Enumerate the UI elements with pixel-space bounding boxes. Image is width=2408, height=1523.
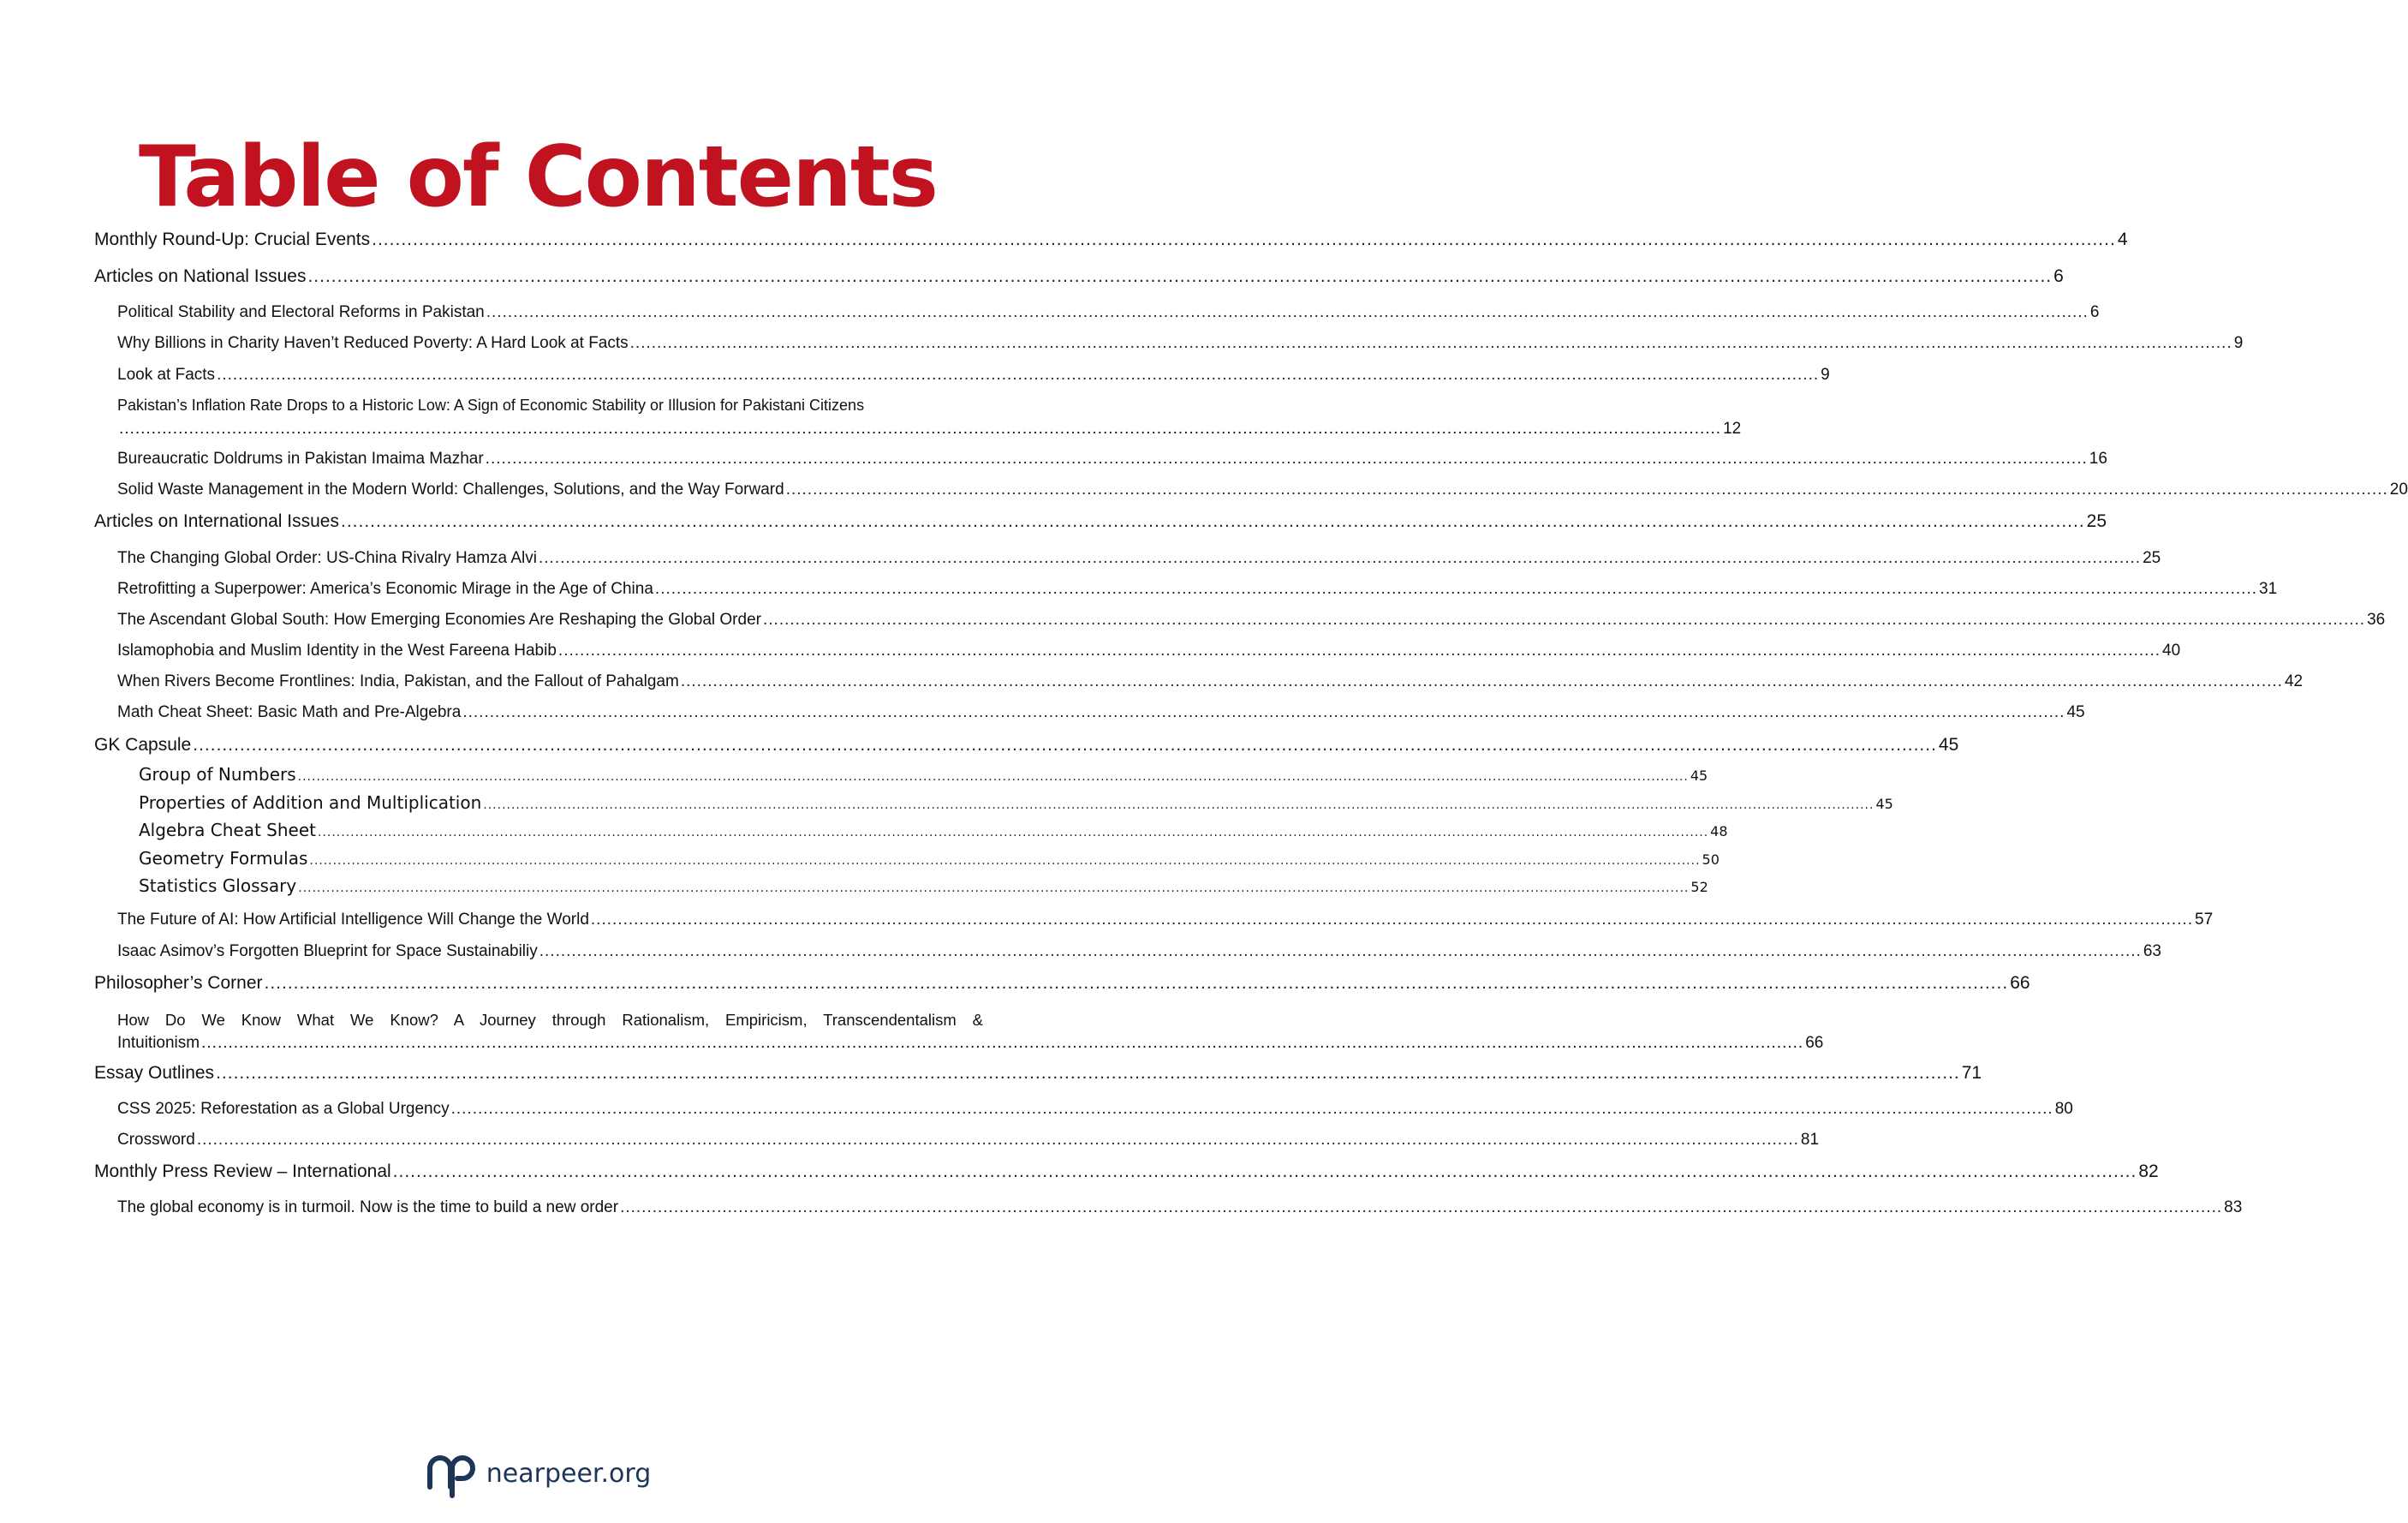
page-number: 4 [2117, 230, 2128, 249]
page-number: 25 [2086, 511, 2107, 531]
page-number: 45 [1875, 796, 1893, 812]
dot-leader: .......................................................................................................................................................................................................................................................................................................... [196, 1131, 1799, 1149]
dot-leader: .......................................................................................................................................................................................................................................................................................................... [264, 973, 2009, 993]
page-number: 25 [2143, 549, 2161, 567]
page-number: 83 [2224, 1198, 2243, 1216]
toc-entry[interactable]: Essay Outlines .......................................................................................................................................................................................................................................................................................................... 71 [94, 1063, 1982, 1083]
dot-leader: .......................................................................................................................................................................................................................................................................................................... [297, 770, 1689, 784]
toc-entry[interactable]: How Do We Know What We Know? A Journey through Rationalism, Empiricism, Transcendentalism & Intuitionism .......................................................................................................................................................................................................................................................................................................... 66 [117, 1008, 983, 1054]
page-number: 52 [1690, 879, 1708, 895]
toc-entry[interactable]: The Changing Global Order: US-China Rivalry Hamza Alvi .......................................................................................................................................................................................................................................................................................................... 25 [117, 549, 2161, 567]
page-number: 81 [1800, 1131, 1820, 1149]
toc-entry[interactable]: The Future of AI: How Artificial Intelligence Will Change the World .......................................................................................................................................................................................................................................................................................................... 57 [117, 911, 2214, 929]
dot-leader: .......................................................................................................................................................................................................................................................................................................... [762, 611, 2366, 629]
dot-leader: .......................................................................................................................................................................................................................................................................................................... [557, 642, 2161, 660]
toc-entry[interactable]: Geometry Formulas .......................................................................................................................................................................................................................................................................................................... 50 [139, 848, 1720, 869]
toc-entry[interactable]: Statistics Glossary .......................................................................................................................................................................................................................................................................................................... 52 [139, 875, 1708, 896]
page-number: 48 [1710, 823, 1728, 839]
toc-entry[interactable]: Isaac Asimov’s Forgotten Blueprint for Space Sustainabiliy .......................................................................................................................................................................................................................................................................................................... 63 [117, 942, 2161, 960]
toc-entry[interactable]: Philosopher’s Corner .......................................................................................................................................................................................................................................................................................................... 66 [94, 973, 2030, 993]
brand-name: nearpeer.org [486, 1458, 652, 1489]
page-number: 9 [1821, 366, 1830, 384]
page-number: 71 [1961, 1063, 1982, 1083]
dot-leader: .......................................................................................................................................................................................................................................................................................................... [201, 1034, 1804, 1052]
page-number: 12 [1723, 420, 1742, 438]
np-logo-icon [425, 1449, 478, 1497]
toc-entry[interactable]: Articles on National Issues .......................................................................................................................................................................................................................................................................................................... 6 [94, 266, 2064, 286]
dot-leader: .......................................................................................................................................................................................................................................................................................................... [216, 1063, 1960, 1083]
dot-leader: .......................................................................................................................................................................................................................................................................................................... [392, 1162, 2137, 1181]
dot-leader: .......................................................................................................................................................................................................................................................................................................... [372, 230, 2116, 249]
toc-entry[interactable]: Articles on International Issues .......................................................................................................................................................................................................................................................................................................... 25 [94, 511, 2107, 531]
footer-logo[interactable] [0, 1449, 1076, 1497]
dot-leader: .......................................................................................................................................................................................................................................................................................................... [298, 881, 1690, 895]
toc-entry[interactable]: Why Billions in Charity Haven’t Reduced Poverty: A Hard Look at Facts .......................................................................................................................................................................................................................................................................................................... 9 [117, 334, 2244, 352]
dot-leader: .......................................................................................................................................................................................................................................................................................................... [680, 672, 2283, 690]
dot-leader: .......................................................................................................................................................................................................................................................................................................... [629, 334, 2232, 352]
page-number: 9 [2233, 334, 2244, 352]
toc-entry[interactable]: CSS 2025: Reforestation as a Global Urgency .......................................................................................................................................................................................................................................................................................................... 80 [117, 1100, 2073, 1118]
page-number: 42 [2284, 672, 2304, 690]
dot-leader: .......................................................................................................................................................................................................................................................................................................... [119, 420, 1722, 438]
page-number: 80 [2054, 1100, 2073, 1118]
dot-leader: .......................................................................................................................................................................................................................................................................................................... [462, 703, 2065, 721]
page-number: 31 [2259, 580, 2278, 598]
dot-leader: .......................................................................................................................................................................................................................................................................................................... [590, 911, 2193, 929]
page-number: 45 [1938, 735, 1959, 755]
dot-leader: .......................................................................................................................................................................................................................................................................................................... [538, 549, 2142, 567]
toc-entry[interactable]: When Rivers Become Frontlines: India, Pakistan, and the Fallout of Pahalgam .......................................................................................................................................................................................................................................................................................................... 42 [117, 672, 2304, 690]
page-number: 57 [2195, 911, 2214, 929]
toc-entry[interactable]: Group of Numbers .......................................................................................................................................................................................................................................................................................................... 45 [139, 764, 1708, 785]
dot-leader: .......................................................................................................................................................................................................................................................................................................... [785, 481, 2388, 499]
page-number: 66 [1805, 1034, 1824, 1052]
page-number: 6 [2089, 303, 2100, 321]
dot-leader: .......................................................................................................................................................................................................................................................................................................... [318, 826, 1709, 839]
toc-entry[interactable]: Crossword .......................................................................................................................................................................................................................................................................................................... 81 [117, 1131, 1820, 1149]
toc-entry[interactable]: Properties of Addition and Multiplication .......................................................................................................................................................................................................................................................................................................... 45 [139, 792, 1893, 813]
dot-leader: .......................................................................................................................................................................................................................................................................................................... [654, 580, 2258, 598]
dot-leader: .......................................................................................................................................................................................................................................................................................................... [486, 303, 2089, 321]
toc-entry[interactable]: Political Stability and Electoral Reforms in Pakistan .......................................................................................................................................................................................................................................................................................................... 6 [117, 303, 2100, 321]
dot-leader: .......................................................................................................................................................................................................................................................................................................... [193, 735, 1937, 755]
dot-leader: .......................................................................................................................................................................................................................................................................................................... [620, 1198, 2223, 1216]
toc-entry[interactable]: Bureaucratic Doldrums in Pakistan Imaima Mazhar .......................................................................................................................................................................................................................................................................................................... 16 [117, 450, 2107, 468]
dot-leader: .......................................................................................................................................................................................................................................................................................................... [483, 798, 1875, 812]
dot-leader: .......................................................................................................................................................................................................................................................................................................... [485, 450, 2088, 468]
page-number: 63 [2143, 942, 2161, 960]
toc-entry[interactable]: The Ascendant Global South: How Emerging Economies Are Reshaping the Global Order .......................................................................................................................................................................................................................................................................................................... 36 [117, 611, 2386, 629]
page-number: 36 [2367, 611, 2386, 629]
page-title: Table of Contents [138, 128, 938, 226]
toc-entry[interactable]: Solid Waste Management in the Modern World: Challenges, Solutions, and the Way Forward .......................................................................................................................................................................................................................................................................................................... 20 [117, 481, 2408, 499]
dot-leader: .......................................................................................................................................................................................................................................................................................................... [539, 942, 2142, 960]
dot-leader: .......................................................................................................................................................................................................................................................................................................... [309, 854, 1701, 868]
page-number: 66 [2010, 973, 2030, 993]
dot-leader: .......................................................................................................................................................................................................................................................................................................... [217, 366, 1820, 384]
toc-entry[interactable]: Math Cheat Sheet: Basic Math and Pre-Algebra .......................................................................................................................................................................................................................................................................................................... 45 [117, 703, 2085, 721]
toc-entry[interactable]: Islamophobia and Muslim Identity in the West Fareena Habib .......................................................................................................................................................................................................................................................................................................... 40 [117, 642, 2181, 660]
toc-entry[interactable]: Retrofitting a Superpower: America’s Economic Mirage in the Age of China .......................................................................................................................................................................................................................................................................................................... 31 [117, 580, 2278, 598]
dot-leader: .......................................................................................................................................................................................................................................................................................................... [340, 511, 2085, 531]
page-number: 82 [2138, 1162, 2159, 1181]
toc-entry[interactable]: Look at Facts .......................................................................................................................................................................................................................................................................................................... 9 [117, 366, 1830, 384]
page-number: 16 [2089, 450, 2107, 468]
dot-leader: .......................................................................................................................................................................................................................................................................................................... [307, 266, 2053, 286]
dot-leader: .......................................................................................................................................................................................................................................................................................................... [450, 1100, 2053, 1118]
page-number: 6 [2053, 266, 2064, 286]
toc-entry[interactable]: GK Capsule .......................................................................................................................................................................................................................................................................................................... 45 [94, 735, 1959, 755]
page-number: 50 [1702, 851, 1720, 868]
page-number: 20 [2389, 481, 2408, 499]
toc-entry[interactable]: Pakistan’s Inflation Rate Drops to a Historic Low: A Sign of Economic Stability or Illusion for Pakistani Citizens .......................................................................................................................................................................................................................................................................................................... 12 [117, 394, 983, 440]
page-number: 40 [2162, 642, 2181, 660]
toc-entry[interactable]: Algebra Cheat Sheet .......................................................................................................................................................................................................................................................................................................... 48 [139, 820, 1728, 840]
toc-entry[interactable]: Monthly Press Review – International .......................................................................................................................................................................................................................................................................................................... 82 [94, 1162, 2159, 1181]
toc-entry[interactable]: Monthly Round-Up: Crucial Events .......................................................................................................................................................................................................................................................................................................... 4 [94, 230, 2128, 249]
page-number: 45 [1690, 767, 1708, 784]
toc-entry[interactable]: The global economy is in turmoil. Now is the time to build a new order .......................................................................................................................................................................................................................................................................................................... 83 [117, 1198, 2243, 1216]
page-number: 45 [2066, 703, 2085, 721]
